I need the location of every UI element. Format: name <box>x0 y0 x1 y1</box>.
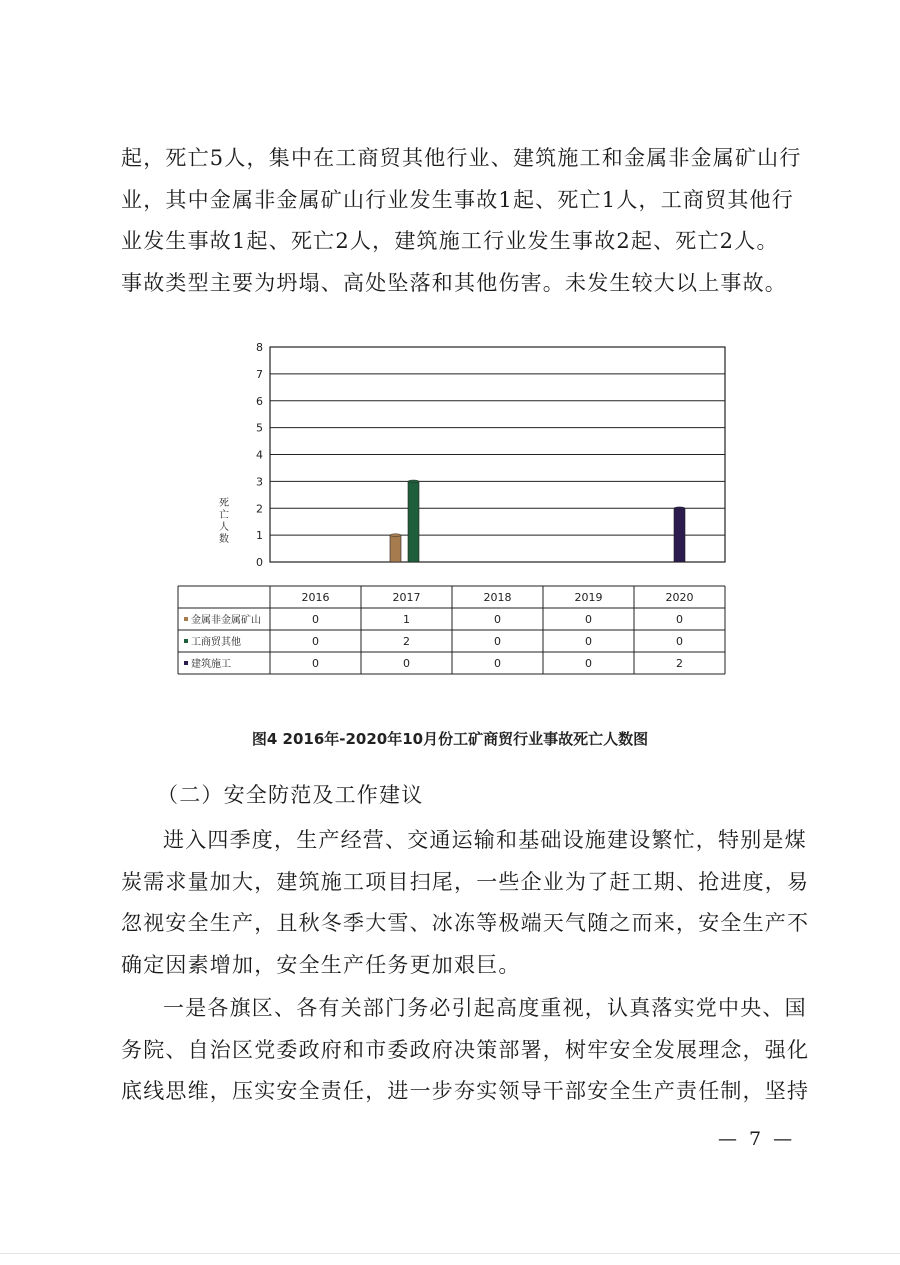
data-label: 0 <box>676 613 683 626</box>
data-label: 0 <box>312 657 319 670</box>
data-label: 1 <box>403 613 410 626</box>
text-line: 忽视安全生产，且秋冬季大雪、冰冻等极端天气随之而来，安全生产不 <box>121 911 810 935</box>
bar-top <box>408 480 419 483</box>
legend-label: 工商贸其他 <box>191 637 241 648</box>
page-number: — 7 — <box>718 1128 796 1150</box>
y-tick-label: 4 <box>256 448 263 462</box>
y-axis-label: 死 <box>219 498 229 509</box>
text-line: 务院、自治区党委政府和市委政府决策部署，树牢安全发展理念，强化 <box>121 1037 810 1062</box>
bar-top <box>674 507 685 510</box>
y-tick-label: 2 <box>256 502 263 516</box>
y-tick-label: 8 <box>256 341 263 354</box>
text-line: 炭需求量加大，建筑施工项目扫尾，一些企业为了赶工期、抢进度，易 <box>121 869 810 894</box>
data-label: 0 <box>312 635 319 648</box>
paragraph-2 <box>121 988 810 1113</box>
bottom-rule <box>0 1253 900 1254</box>
legend-swatch <box>184 617 188 621</box>
x-tick-label: 2017 <box>392 591 421 604</box>
data-label: 0 <box>585 635 592 648</box>
y-axis-label: 亡 <box>219 510 229 521</box>
text-line: 进入四季度，生产经营、交通运输和基础设施建设繁忙，特别是煤 <box>163 828 807 852</box>
legend-swatch <box>184 661 188 665</box>
bar <box>674 508 685 562</box>
data-label: 0 <box>676 635 683 648</box>
text-line: 确定因素增加，安全生产任务更加艰巨。 <box>121 952 521 977</box>
legend-label: 建筑施工 <box>191 659 231 670</box>
data-label: 0 <box>312 613 319 626</box>
data-label: 2 <box>403 635 410 648</box>
text-line: 一是各旗区、各有关部门务必引起高度重视，认真落实党中央、国 <box>163 996 807 1020</box>
text-line: 起，死亡5人，集中在工商贸其他行业、建筑施工和金属非金属矿山行 <box>121 146 802 170</box>
text-line: 底线思维，压实安全责任，进一步夯实领导干部安全生产责任制，坚持 <box>121 1079 810 1103</box>
paragraph-1 <box>121 820 810 986</box>
data-label: 0 <box>585 613 592 626</box>
y-tick-label: 1 <box>256 529 263 543</box>
y-tick-label: 5 <box>256 421 263 435</box>
data-label: 0 <box>494 657 501 670</box>
legend-swatch <box>184 639 188 643</box>
y-tick-label: 7 <box>256 367 263 381</box>
y-tick-label: 0 <box>256 556 263 569</box>
text-line: 事故类型主要为坍塌、高处坠落和其他伤害。未发生较大以上事故。 <box>121 270 787 295</box>
figure-caption: 图4 2016年-2020年10月份工矿商贸行业事故死亡人数图 <box>251 730 649 748</box>
bar <box>408 481 419 562</box>
x-tick-label: 2018 <box>483 591 512 604</box>
data-label: 0 <box>494 635 501 648</box>
text-line: 业发生事故1起、死亡2人，建筑施工行业发生事故2起、死亡2人。 <box>121 229 779 253</box>
x-tick-label: 2016 <box>301 591 330 604</box>
data-label: 0 <box>494 613 501 626</box>
y-axis-label: 人 <box>219 522 229 533</box>
data-label: 0 <box>585 657 592 670</box>
x-tick-label: 2020 <box>665 591 694 604</box>
bar <box>390 535 401 562</box>
section-heading: （二）安全防范及工作建议 <box>157 783 424 807</box>
text-line: 业，其中金属非金属矿山行业发生事故1起、死亡1人，工商贸其他行 <box>121 187 794 212</box>
y-tick-label: 3 <box>256 475 263 489</box>
data-label: 2 <box>676 657 683 670</box>
bar-top <box>390 534 401 537</box>
y-axis-label: 数 <box>219 534 229 545</box>
x-tick-label: 2019 <box>574 591 603 604</box>
y-tick-label: 6 <box>256 394 263 408</box>
data-label: 0 <box>403 657 410 670</box>
legend-label: 金属非金属矿山 <box>191 615 261 626</box>
